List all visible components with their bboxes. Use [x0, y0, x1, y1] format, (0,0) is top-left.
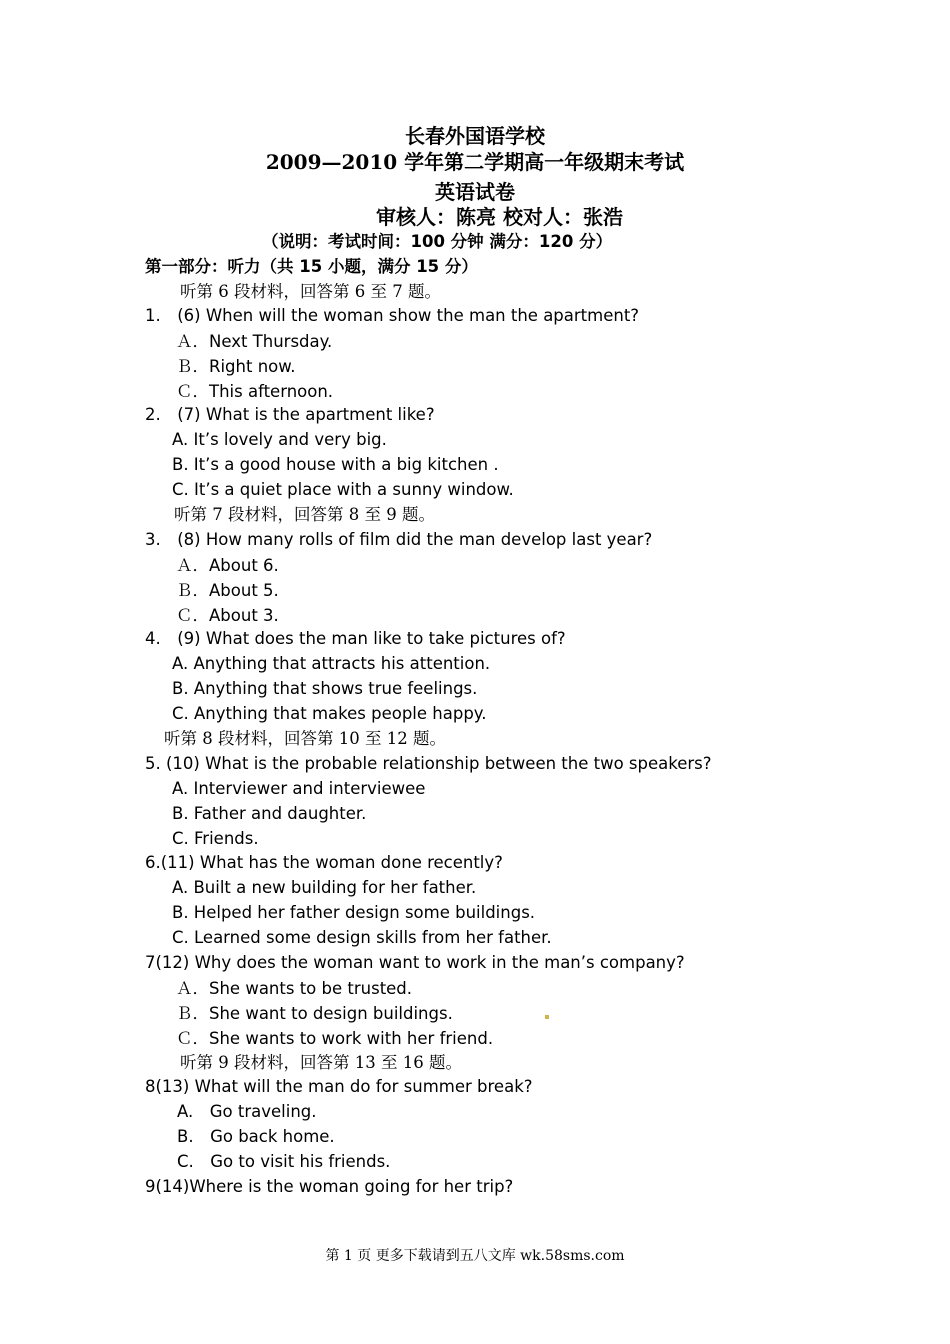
option-b: B. It’s a good house with a big kitchen .	[172, 455, 499, 474]
option-a: Ａ．Next Thursday.	[176, 332, 333, 351]
question-stem: 8(13) What will the man do for summer break?	[145, 1077, 533, 1096]
option-c: Ｃ．This afternoon.	[176, 382, 334, 401]
question-stem: 4. (9) What does the man like to take pictures of?	[145, 629, 566, 648]
option-c: Ｃ．She wants to work with her friend.	[176, 1029, 494, 1048]
option-a: A. Anything that attracts his attention.	[172, 654, 491, 673]
question-stem: 1. (6) When will the woman show the man the apartment?	[145, 306, 640, 325]
option-c: C. It’s a quiet place with a sunny window.	[172, 480, 514, 499]
question-stem: 5. (10) What is the probable relationship between the two speakers?	[145, 754, 712, 773]
section-instruction: 听第 8 段材料，回答第 10 至 12 题。	[164, 729, 446, 748]
option-b: B. Father and daughter.	[172, 804, 367, 823]
option-b: B. Helped her father design some buildings.	[172, 903, 536, 922]
option-a: Ａ．About 6.	[176, 556, 279, 575]
question-stem: 2. (7) What is the apartment like?	[145, 405, 435, 424]
page-footer: 第 1 页 更多下载请到五八文库 wk.58sms.com	[325, 1248, 625, 1264]
option-c: C. Friends.	[172, 829, 259, 848]
option-a: Ａ．She wants to be trusted.	[176, 979, 413, 998]
option-b: Ｂ．About 5.	[176, 581, 279, 600]
section-instruction: 听第 6 段材料，回答第 6 至 7 题。	[180, 282, 441, 301]
instructions: （说明：考试时间：100 分钟 满分：120 分）	[262, 232, 613, 251]
subject-title: 英语试卷	[435, 180, 515, 204]
option-b: B. Anything that shows true feelings.	[172, 679, 478, 698]
section-instruction: 听第 9 段材料，回答第 13 至 16 题。	[180, 1053, 462, 1072]
school-name: 长春外国语学校	[405, 124, 545, 148]
option-a: A. Go traveling.	[177, 1102, 317, 1121]
option-c: C. Learned some design skills from her father.	[172, 928, 552, 947]
part-heading: 第一部分：听力（共 15 小题，满分 15 分）	[145, 257, 478, 276]
question-stem: 6.(11) What has the woman done recently?	[145, 853, 503, 872]
option-a: A. It’s lovely and very big.	[172, 430, 387, 449]
option-b: Ｂ．Right now.	[176, 357, 296, 376]
reviewers: 审核人：陈亮 校对人：张浩	[376, 205, 623, 229]
question-stem: 9(14)Where is the woman going for her trip?	[145, 1177, 514, 1196]
stray-mark	[545, 1015, 549, 1019]
option-a: A. Built a new building for her father.	[172, 878, 477, 897]
exam-title: 2009—2010 学年第二学期高一年级期末考试	[265, 150, 685, 174]
option-c: C. Go to visit his friends.	[177, 1152, 391, 1171]
question-stem: 7(12) Why does the woman want to work in the man’s company?	[145, 953, 685, 972]
option-c: Ｃ．About 3.	[176, 606, 279, 625]
option-b: Ｂ．She want to design buildings.	[176, 1004, 453, 1023]
question-stem: 3. (8) How many rolls of film did the man develop last year?	[145, 530, 653, 549]
option-c: C. Anything that makes people happy.	[172, 704, 487, 723]
section-instruction: 听第 7 段材料，回答第 8 至 9 题。	[174, 505, 435, 524]
option-b: B. Go back home.	[177, 1127, 335, 1146]
option-a: A. Interviewer and interviewee	[172, 779, 426, 798]
